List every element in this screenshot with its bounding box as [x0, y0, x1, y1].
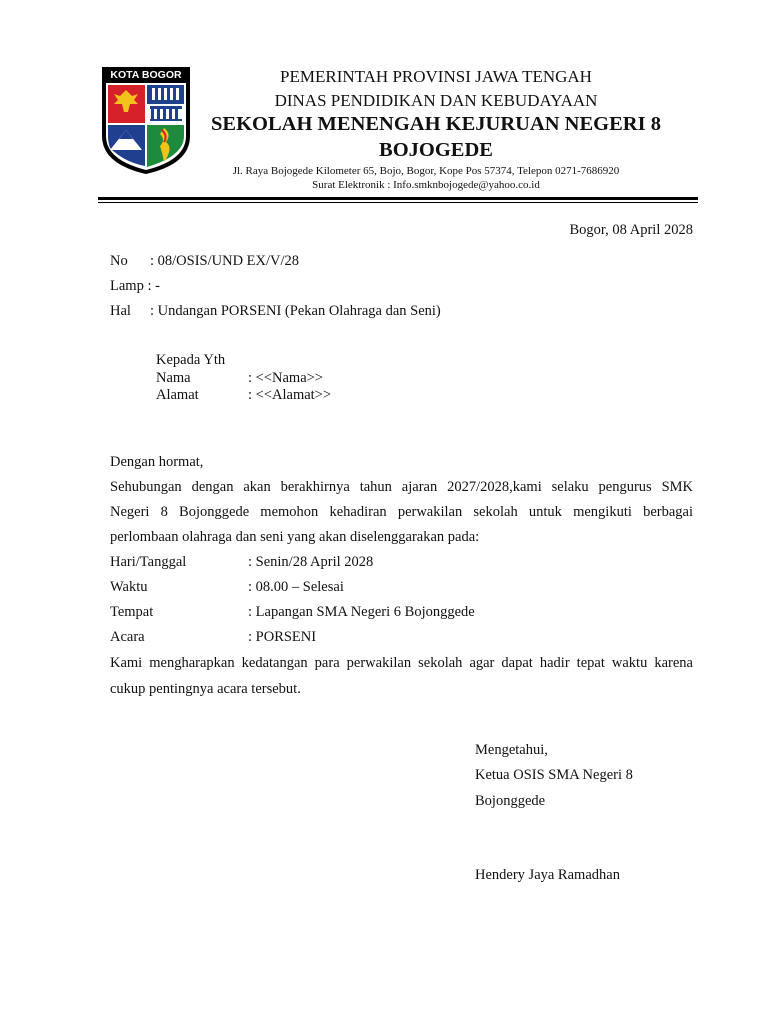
greeting: Dengan hormat, [110, 454, 204, 470]
paragraph-line: perlombaan olahraga dan seni yang akan diselenggarakan pada: [110, 529, 480, 545]
signature-role-line2: Bojonggede [475, 793, 546, 809]
detail-label: Acara [110, 629, 145, 645]
detail-value: : Senin/28 April 2028 [248, 554, 374, 570]
paragraph-line: Negeri 8 Bojonggede memohon kehadiran perwakilan sekolah untuk mengikuti berbagai [110, 504, 693, 520]
closing-line: Kami mengharapkan kedatangan para perwakilan sekolah agar dapat hadir tepat waktu karena [110, 655, 693, 671]
recipient-salutation: Kepada Yth [156, 352, 226, 368]
agency-heading: DINAS PENDIDIKAN DAN KEBUDAYAAN [274, 91, 598, 110]
recipient-name-label: Nama [156, 370, 191, 386]
ref-lamp: Lamp : - [110, 278, 160, 294]
closing-line: cukup pentingnya acara tersebut. [110, 681, 301, 697]
signatory-name: Hendery Jaya Ramadhan [475, 867, 620, 883]
detail-label: Hari/Tanggal [110, 554, 187, 570]
school-address: Jl. Raya Bojogede Kilometer 65, Bojo, Bogor, Kope Pos 57374, Telepon 0271-7686920 [232, 165, 620, 177]
letter-date: Bogor, 08 April 2028 [569, 222, 693, 238]
ref-hal-value: : Undangan PORSENI (Pekan Olahraga dan Seni) [150, 303, 441, 319]
recipient-name-value: : <<Nama>> [248, 370, 323, 386]
ref-no-label: No [110, 253, 128, 269]
ref-hal-label: Hal [110, 303, 131, 319]
school-name-heading: SEKOLAH MENENGAH KEJURUAN NEGERI 8 [211, 113, 661, 135]
ref-no-value: : 08/OSIS/UND EX/V/28 [150, 253, 300, 269]
letterhead-divider-thick [98, 197, 698, 200]
detail-label: Tempat [110, 604, 154, 620]
detail-value: : Lapangan SMA Negeri 6 Bojonggede [248, 604, 475, 620]
detail-value: : PORSENI [248, 629, 317, 645]
signature-acknowledged: Mengetahui, [475, 742, 548, 758]
province-heading: PEMERINTAH PROVINSI JAWA TENGAH [280, 67, 592, 86]
paragraph-line: Sehubungan dengan akan berakhirnya tahun ajaran 2027/2028,kami selaku pengurus SMK [110, 479, 693, 495]
town-heading: BOJOGEDE [379, 139, 493, 161]
signature-role: Ketua OSIS SMA Negeri 8 [475, 767, 633, 783]
detail-value: : 08.00 – Selesai [248, 579, 344, 595]
school-email: Surat Elektronik : Info.smknbojogede@yahoo.co.id [312, 179, 540, 191]
recipient-address-label: Alamat [156, 387, 199, 403]
letterhead-divider-thin [98, 202, 698, 203]
detail-label: Waktu [110, 579, 148, 595]
recipient-address-value: : <<Alamat>> [248, 387, 332, 403]
logo-text: KOTA BOGOR [110, 69, 182, 81]
